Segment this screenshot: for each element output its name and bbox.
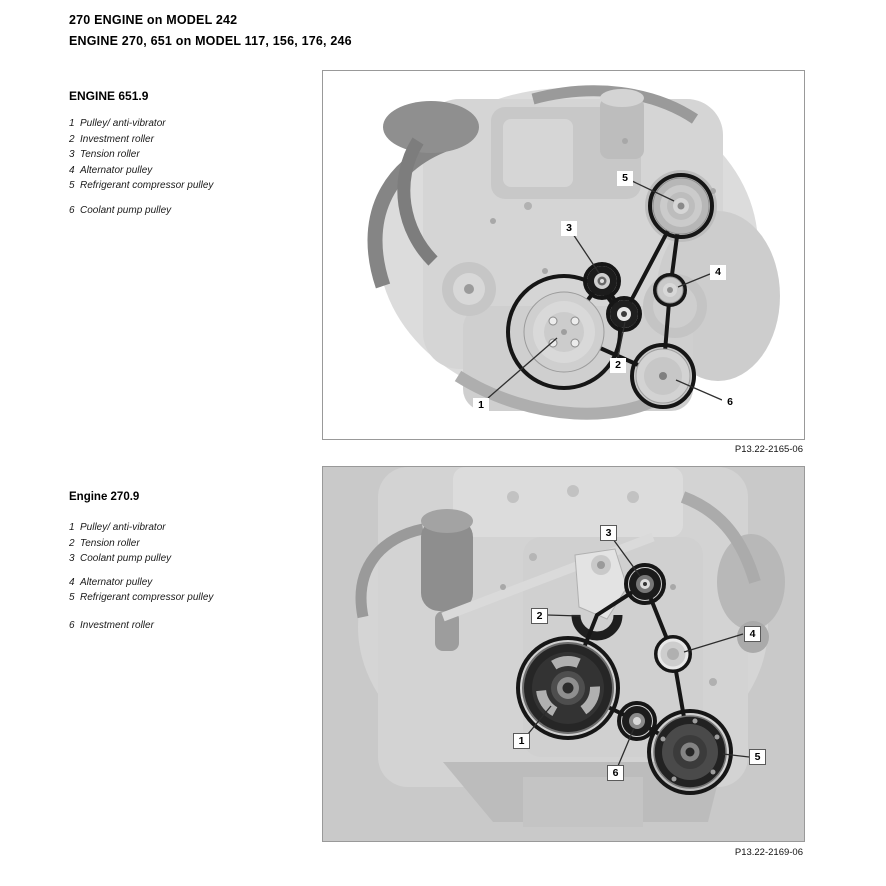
legend-item: 3 Coolant pump pulley [69,553,172,564]
header-line-2: ENGINE 270, 651 on MODEL 117, 156, 176, 246 [69,34,352,48]
figure-651-reference: P13.22-2165-06 [734,444,803,455]
engine-270-illustration [323,467,804,841]
callout-4: 4 [710,265,726,280]
callout-5: 5 [749,749,766,765]
legend-item: 1 Pulley/ anti-vibrator [69,118,166,129]
callout-1: 1 [513,733,530,749]
callout-2: 2 [531,608,548,624]
legend-item: 5 Refrigerant compressor pulley [69,592,214,603]
legend-item: 5 Refrigerant compressor pulley [69,180,214,191]
legend-item: 2 Tension roller [69,537,140,549]
section-270-title: Engine 270.9 [69,491,140,503]
legend-item: 6 Coolant pump pulley [69,204,172,216]
callout-5: 5 [617,171,633,186]
callout-1: 1 [473,398,489,413]
callout-6: 6 [607,765,624,781]
engine-651-illustration [323,71,804,439]
callout-3: 3 [561,221,577,236]
section-651-legend [69,116,319,218]
callout-6: 6 [722,395,738,410]
callout-4: 4 [744,626,761,642]
callout-2: 2 [610,358,626,373]
section-651-title: ENGINE 651.9 [69,89,149,103]
legend-item: 1 Pulley/ anti-vibrator [69,522,166,533]
figure-engine-651 [322,70,805,440]
page-header [69,10,352,52]
figure-engine-270 [322,466,805,842]
legend-item: 4 Alternator pulley [69,576,153,588]
legend-item: 2 Investment roller [69,133,154,145]
section-270-legend [69,520,319,633]
figure-270-reference: P13.22-2169-06 [734,847,803,858]
legend-item: 3 Tension roller [69,149,140,160]
legend-item: 6 Investment roller [69,619,154,631]
legend-item: 4 Alternator pulley [69,164,153,176]
header-line-1: 270 ENGINE on MODEL 242 [69,13,238,27]
callout-3: 3 [600,525,617,541]
